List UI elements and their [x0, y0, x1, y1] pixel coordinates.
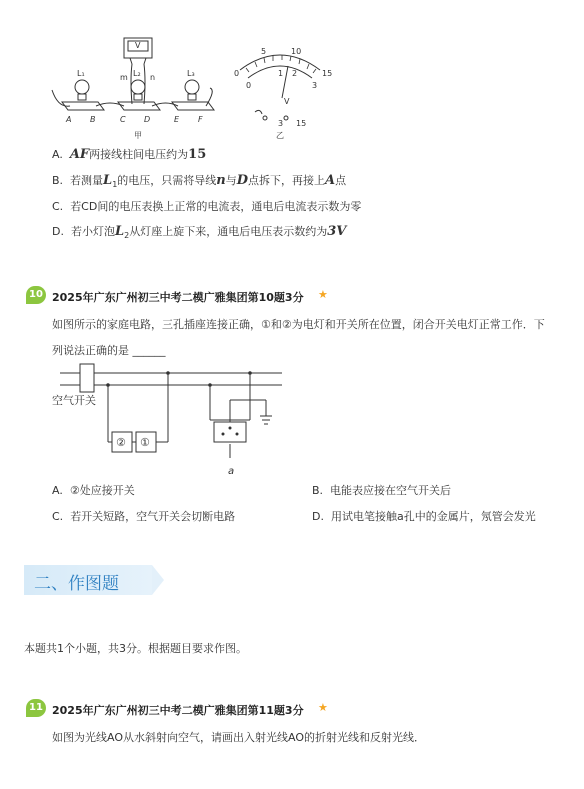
svg-text:A: A	[66, 115, 72, 124]
svg-text:3: 3	[278, 119, 284, 128]
svg-text:15: 15	[296, 119, 307, 128]
svg-text:3: 3	[312, 81, 318, 90]
hole-label-a: a	[228, 466, 235, 477]
air-switch-label: 空气开关	[52, 394, 96, 407]
q10-option-b[interactable]: B. 电能表应接在空气开关后	[312, 484, 452, 497]
svg-text:0: 0	[234, 69, 240, 78]
svg-text:0: 0	[246, 81, 252, 90]
question-stem-11: 如图为光线AO从水斜射向空气，请画出入射光线AO的折射光线和反射光线．	[52, 731, 425, 744]
question-number-badge: 10	[26, 286, 46, 304]
caption-yi: 乙	[276, 131, 284, 140]
svg-text:1: 1	[278, 69, 284, 78]
section-title: 二、作图题	[34, 574, 119, 594]
svg-text:10: 10	[291, 47, 302, 56]
svg-text:C: C	[120, 115, 126, 124]
q10-option-a[interactable]: A. ②处应接开关	[52, 484, 135, 497]
svg-text:2: 2	[292, 69, 298, 78]
svg-text:5: 5	[261, 47, 267, 56]
label-m: m	[120, 73, 128, 82]
svg-text:V: V	[284, 97, 290, 106]
circuit-figure-jia-yi	[50, 30, 360, 142]
label-l3: L₃	[187, 69, 195, 78]
figure-top	[50, 30, 360, 142]
question-number-badge-11: 11	[26, 699, 46, 717]
q10-option-c[interactable]: C. 若开关短路，空气开关会切断电路	[52, 510, 236, 523]
label-n: n	[150, 73, 156, 82]
q10-option-d[interactable]: D. 用试电笔接触a孔中的金属片，氖管会发光	[312, 510, 536, 523]
caption-jia: 甲	[134, 131, 142, 140]
label-l1: L₁	[77, 69, 85, 78]
star-icon-11[interactable]: ★	[318, 701, 328, 714]
svg-text:F: F	[198, 115, 203, 124]
section-banner-tail	[152, 565, 164, 595]
section-intro: 本题共1个小题，共3分。根据题目要求作图。	[24, 642, 247, 655]
question-stem: 如图所示的家庭电路，三孔插座连接正确，①和②为电灯和开关所在位置，闭合开关电灯正常工作．下	[52, 318, 545, 331]
svg-text:15: 15	[322, 69, 333, 78]
svg-text:D: D	[144, 115, 151, 124]
label-l2: L₂	[133, 69, 141, 78]
question-title-11[interactable]: 2025年广东广州初三中考二模广雅集团第11题3分	[52, 704, 304, 717]
star-icon[interactable]: ★	[318, 288, 328, 301]
box-label-1: ①	[140, 436, 150, 449]
svg-text:E: E	[174, 115, 180, 124]
q9-option-b[interactable]: B. 若测量$L_1$的电压，只需将导线n与D点拆下，再接上A点	[52, 173, 347, 190]
q9-option-a[interactable]: A. AF两接线柱间电压约为15	[52, 147, 207, 162]
question-stem-line2: 列说法正确的是 ______	[52, 344, 166, 357]
svg-text:B: B	[90, 115, 96, 124]
svg-text:V: V	[135, 41, 141, 50]
box-label-2: ②	[116, 436, 126, 449]
question-title[interactable]: 2025年广东广州初三中考二模广雅集团第10题3分	[52, 291, 304, 304]
household-circuit-figure	[50, 360, 290, 480]
q9-option-c[interactable]: C. 若CD间的电压表换上正常的电流表，通电后电流表示数为零	[52, 200, 362, 213]
household-circuit-diagram	[50, 360, 290, 480]
q9-option-d[interactable]: D. 若小灯泡$L_2$从灯座上旋下来，通电后电压表示数约为3V	[52, 224, 347, 241]
